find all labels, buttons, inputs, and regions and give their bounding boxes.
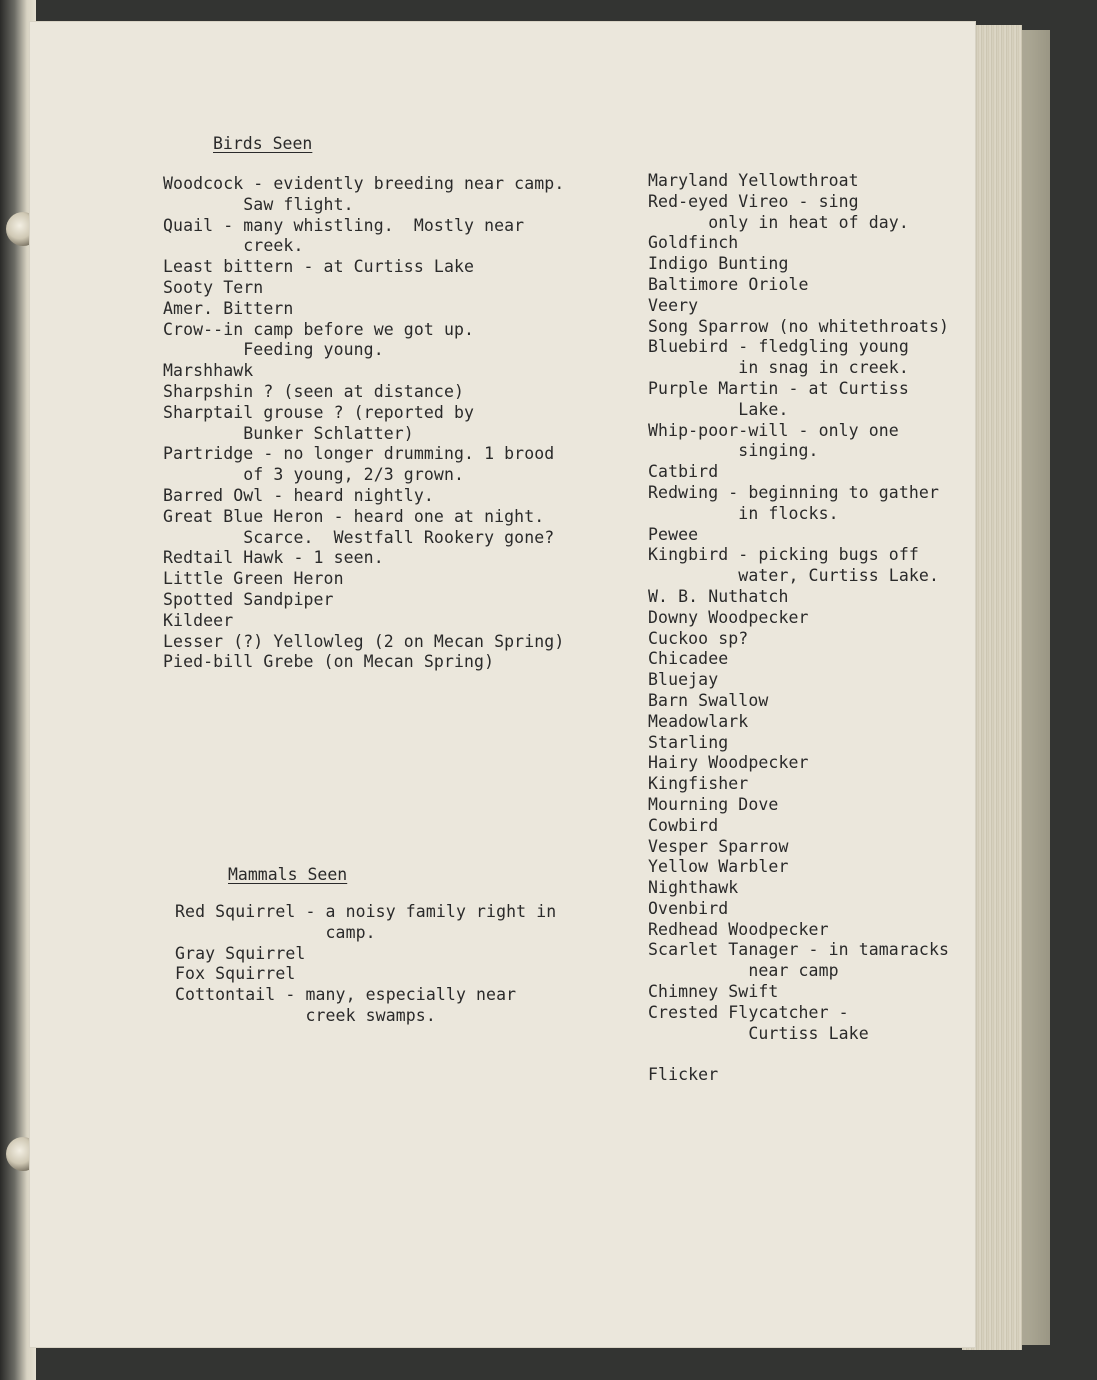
birds-list-left: Woodcock - evidently breeding near camp. Saw flight. Quail - many whistling. Mostly near creek. Least bittern - at Curtiss Lake Sooty Tern Amer. Bittern Crow--in camp before we got up. Feeding young. Marshhawk Sharpshin ? (seen at distance) Sharptail grouse ? (reported by Bunker Schlatter) Partridge - no longer drumming. 1 brood of 3 young, 2/3 grown. Barred Owl - heard nightly. Great Blue Heron - heard one at night. Scarce. Westfall Rookery gone? Redtail Hawk - 1 seen. Little Green Heron Spotted Sandpiper Kildeer Lesser (?) Yellowleg (2 on Mecan Spring) Pied-bill Grebe (on Mecan Spring): [163, 174, 565, 672]
typed-page: [30, 22, 975, 1347]
mammals-list: Red Squirrel - a noisy family right in camp. Gray Squirrel Fox Squirrel Cottontail - many, especially near creek swamps.: [175, 902, 557, 1025]
birds-seen-heading: Birds Seen: [213, 134, 313, 153]
mammals-seen-heading: Mammals Seen: [228, 865, 348, 884]
birds-list-right: Maryland Yellowthroat Red-eyed Vireo - sing only in heat of day. Goldfinch Indigo Bunting Baltimore Oriole Veery Song Sparrow (no whitethroats) Bluebird - fledgling young in snag in creek. Purple Martin - at Curtiss Lake. Whip-poor-will - only one singing. Catbird Redwing - beginning to gather in flocks. Pewee Kingbird - picking bugs off water, Curtiss Lake. W. B. Nuthatch Downy Woodpecker Cuckoo sp? Chicadee Bluejay Barn Swallow Meadowlark Starling Hairy Woodpecker Kingfisher Mourning Dove Cowbird Vesper Sparrow Yellow Warbler Nighthawk Ovenbird Redhead Woodpecker Scarlet Tanager - in tamaracks near camp Chimney Swift Crested Flycatcher - Curtiss Lake Flicker: [648, 171, 950, 1085]
